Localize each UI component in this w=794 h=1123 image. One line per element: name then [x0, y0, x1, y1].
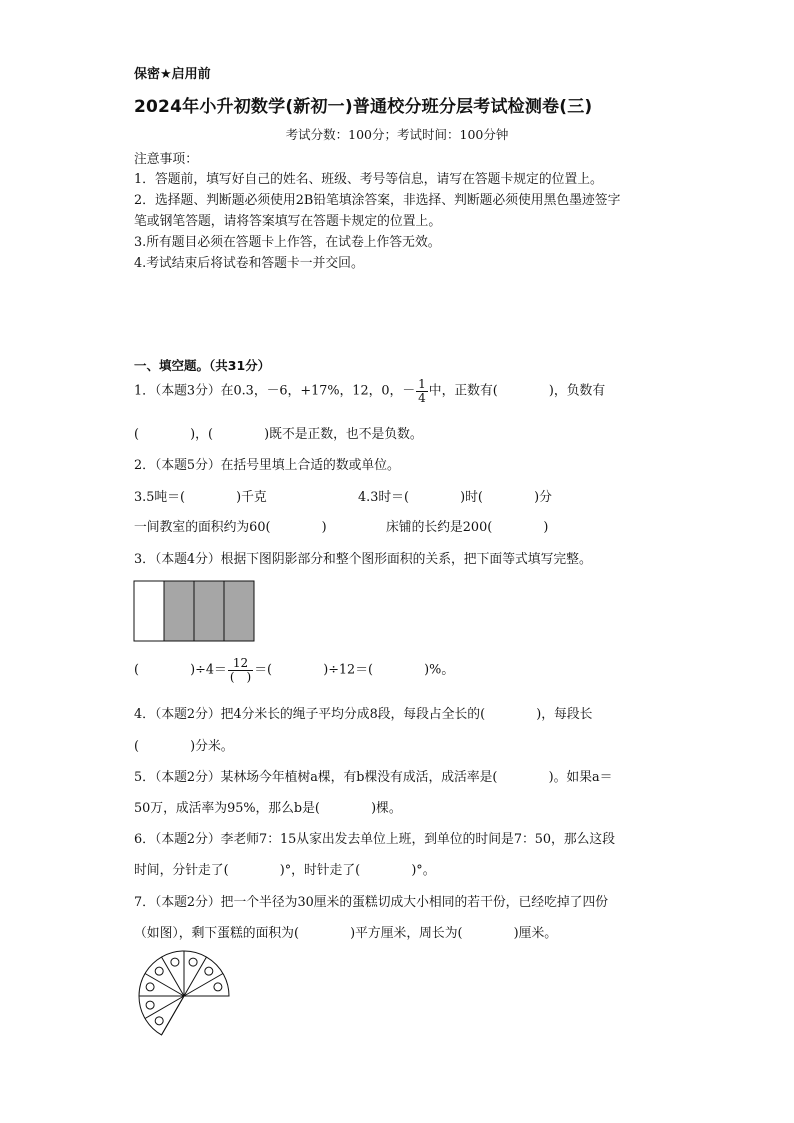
q3-fraction-num: 12 [228, 657, 253, 671]
question-5-line-1: 5．（本题2分）某林场今年植树a棵，有b棵没有成活，成活率是( )。如果a＝ [134, 770, 613, 785]
note-item: 4.考试结束后将试卷和答题卡一并交回。 [134, 256, 364, 271]
q2-item-c: 一间教室的面积约为60( ) [134, 520, 327, 535]
question-7-line-2: （如图），剩下蛋糕的面积为( )平方厘米，周长为( )厘米。 [134, 926, 558, 941]
q3-cell-blank [134, 581, 164, 641]
cake-slice-decoration [189, 958, 197, 966]
cake-slice-decoration [171, 958, 179, 966]
q1-fraction-num: 1 [418, 377, 426, 391]
q1-text-a: 1．（本题3分）在0.3，－6，+17%，12，0，－ [134, 383, 416, 399]
note-item: 笔或钢笔答题，请将答案填写在答题卡规定的位置上。 [134, 214, 442, 229]
cake-slice-decoration [155, 1017, 163, 1025]
page-title: 2024年小升初数学(新初一)普通校分班分层考试检测卷(三) [134, 97, 593, 117]
question-5-line-2: 50万，成活率为95%，那么b是( )棵。 [134, 801, 402, 816]
question-1-line-1 [134, 378, 605, 404]
question-6-line-2: 时间，分针走了( )°，时针走了( )°。 [134, 863, 436, 878]
question-7-line-1: 7．（本题2分）把一个半径为30厘米的蛋糕切成大小相同的若干份，已经吃掉了四份 [134, 895, 609, 910]
question-2: 2．（本题5分）在括号里填上合适的数或单位。 [134, 458, 400, 473]
cake-slice-decoration [146, 1001, 154, 1009]
q2-item-b: 4.3时＝( )时( )分 [358, 490, 552, 505]
q3-cell-shaded [164, 581, 194, 641]
q3-equation [134, 657, 454, 683]
q3-cell-shaded [224, 581, 254, 641]
note-item: 2．选择题、判断题必须使用2B铅笔填涂答案，非选择、判断题必须使用黑色墨迹签字 [134, 193, 621, 208]
note-item: 3.所有题目必须在答题卡上作答，在试卷上作答无效。 [134, 235, 441, 250]
secret-mark: 保密★启用前 [134, 67, 211, 82]
cake-slice-decoration [214, 983, 222, 991]
q3-rectangle-figure [133, 580, 257, 642]
question-3: 3．（本题4分）根据下图阴影部分和整个图形面积的关系，把下面等式填写完整。 [134, 552, 592, 567]
note-item: 1．答题前，填写好自己的姓名、班级、考号等信息，请写在答题卡规定的位置上。 [134, 172, 603, 187]
question-4-line-2: ( )分米。 [134, 739, 234, 754]
q3-eq-text-b: ＝( )÷12＝( )%。 [254, 662, 455, 678]
cake-slice-decoration [205, 967, 213, 975]
q7-cake-figure [130, 950, 240, 1042]
q2-item-d: 床铺的长约是200( ) [386, 520, 549, 535]
q3-eq-text-a: ( )÷4＝ [134, 662, 227, 678]
question-4-line-1: 4．（本题2分）把4分米长的绳子平均分成8段，每段占全长的( )，每段长 [134, 707, 593, 722]
q3-cell-shaded [194, 581, 224, 641]
q2-item-a: 3.5吨＝( )千克 [134, 490, 267, 505]
q3-fraction [228, 657, 253, 683]
q1-text-b: 中，正数有( )，负数有 [428, 383, 606, 399]
q1-fraction [416, 378, 428, 404]
q3-fraction-den: ( ) [229, 669, 252, 684]
section-heading: 一、填空题。（共31分） [134, 358, 271, 373]
cake-slice-decoration [146, 983, 154, 991]
notes-heading: 注意事项： [134, 152, 198, 167]
question-6-line-1: 6．（本题2分）李老师7：15从家出发去单位上班，到单位的时间是7：50，那么这段 [134, 832, 616, 847]
exam-info: 考试分数：100分；考试时间：100分钟 [285, 127, 509, 142]
question-1-line-2: ( )，( )既不是正数，也不是负数。 [134, 427, 423, 442]
cake-slice-decoration [155, 967, 163, 975]
q1-fraction-den: 4 [418, 390, 426, 405]
